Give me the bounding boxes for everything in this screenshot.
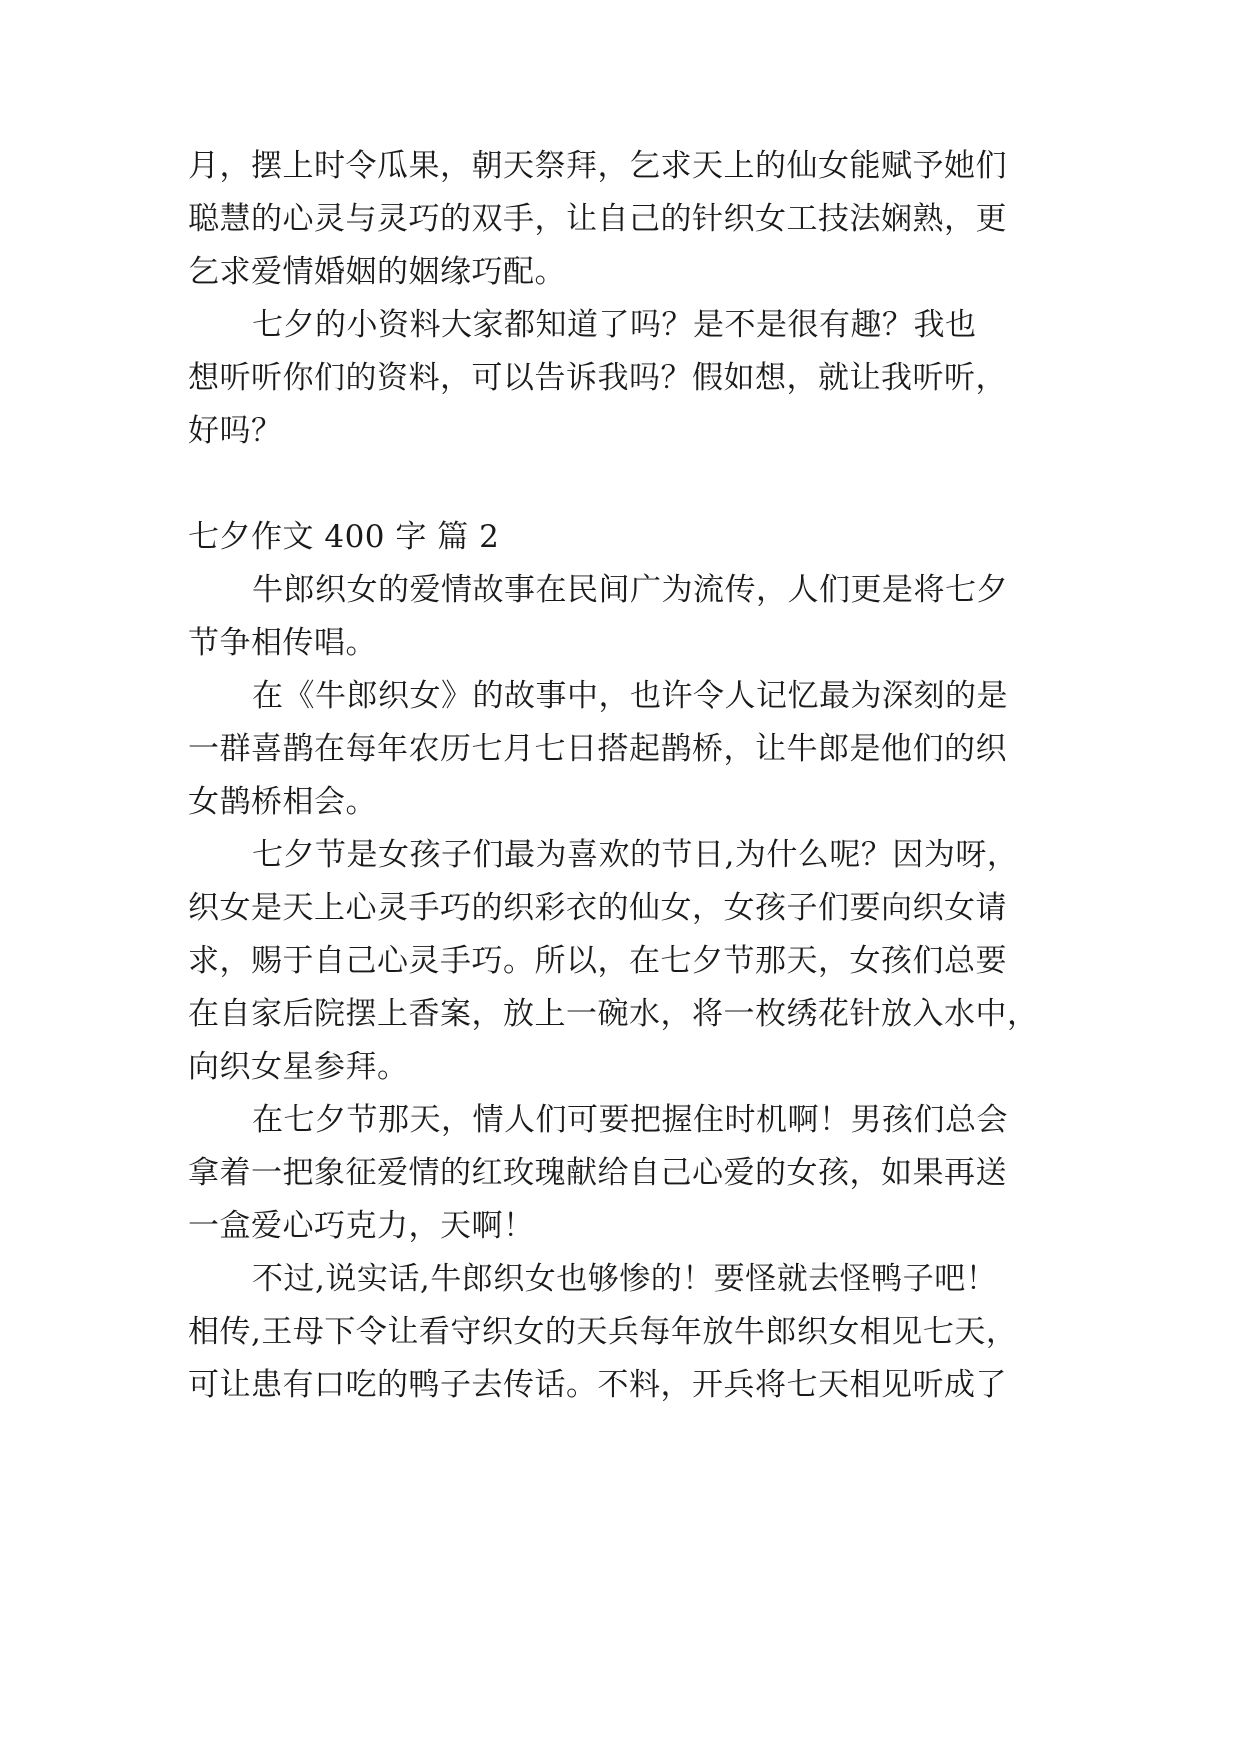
text-line: 求，赐于自己心灵手巧。所以，在七夕节那天，女孩们总要 xyxy=(188,943,1007,979)
text-line: 聪慧的心灵与灵巧的双手，让自己的针织女工技法娴熟，更 xyxy=(188,201,1007,237)
text-line: 女鹊桥相会。 xyxy=(188,784,377,820)
text-line: 拿着一把象征爱情的红玫瑰献给自己心爱的女孩，如果再送 xyxy=(188,1155,1007,1191)
text-line: 想听听你们的资料，可以告诉我吗？假如想，就让我听听， xyxy=(188,360,1007,396)
text-line: 七夕的小资料大家都知道了吗？是不是很有趣？我也 xyxy=(252,307,977,343)
text-line: 牛郎织女的爱情故事在民间广为流传，人们更是将七夕 xyxy=(252,572,1008,608)
text-line: 在七夕节那天，情人们可要把握住时机啊！男孩们总会 xyxy=(252,1102,1008,1138)
text-line: 七夕节是女孩子们最为喜欢的节日,为什么呢？因为呀， xyxy=(252,837,1019,873)
text-line: 可让患有口吃的鸭子去传话。不料，开兵将七天相见听成了 xyxy=(188,1367,1007,1403)
text-line: 向织女星参拜。 xyxy=(188,1049,409,1085)
text-line: 好吗？ xyxy=(188,413,283,449)
text-line: 织女是天上心灵手巧的织彩衣的仙女，女孩子们要向织女请 xyxy=(188,890,1007,926)
text-line: 相传,王母下令让看守织女的天兵每年放牛郎织女相见七天， xyxy=(188,1314,1018,1350)
section-heading: 七夕作文 400 字 篇 2 xyxy=(188,519,500,555)
text-line: 在自家后院摆上香案，放上一碗水，将一枚绣花针放入水中， xyxy=(188,996,1039,1032)
text-line: 节争相传唱。 xyxy=(188,625,377,661)
text-line: 乞求爱情婚姻的姻缘巧配。 xyxy=(188,254,566,290)
text-line: 不过,说实话,牛郎织女也够惨的！要怪就去怪鸭子吧！ xyxy=(252,1261,998,1297)
text-line: 一群喜鹊在每年农历七月七日搭起鹊桥，让牛郎是他们的织 xyxy=(188,731,1007,767)
text-line: 一盒爱心巧克力，天啊！ xyxy=(188,1208,535,1244)
text-line: 在《牛郎织女》的故事中，也许令人记忆最为深刻的是 xyxy=(252,678,1008,714)
text-line: 月，摆上时令瓜果，朝天祭拜，乞求天上的仙女能赋予她们 xyxy=(188,148,1007,184)
